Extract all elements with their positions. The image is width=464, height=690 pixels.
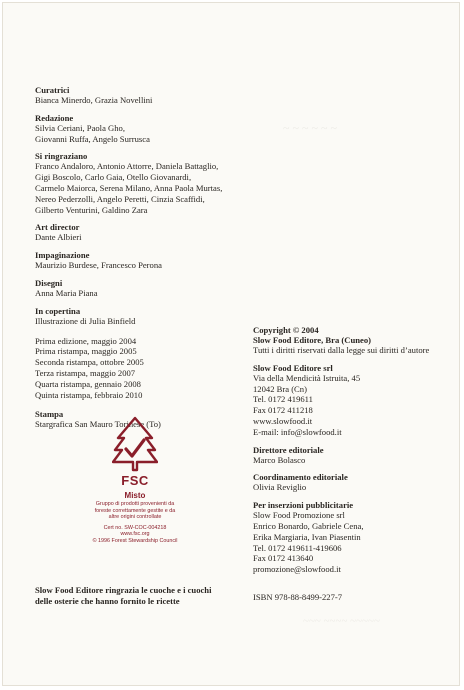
fsc-copyright: © 1996 Forest Stewardship Council (92, 537, 178, 544)
fsc-website: www.fsc.org (120, 531, 150, 538)
fsc-misto-label: Misto (124, 491, 146, 500)
credit-line: Anna Maria Piana (35, 287, 98, 298)
credit-heading: Curatrici (35, 85, 70, 95)
credit-line: Slow Food Promozione srl (253, 510, 345, 521)
fax-line: Fax 0172 411218 (253, 405, 313, 416)
credit-disegni (35, 278, 245, 299)
address-line: 12042 Bra (Cn) (253, 383, 307, 394)
fsc-certification-block (81, 416, 189, 545)
credit-curatrici (35, 85, 245, 106)
copyright-heading: Copyright © 2004 (253, 325, 319, 335)
credit-heading: Direttore editoriale (253, 444, 324, 455)
credit-line: Gilberto Venturini, Galdino Zara (35, 204, 148, 215)
credit-heading: Redazione (35, 112, 74, 123)
email-line: promozione@slowfood.it (253, 564, 341, 575)
phone-line: Tel. 0172 419611 (253, 394, 313, 405)
publisher-column (253, 325, 453, 582)
fsc-footer (81, 525, 189, 545)
direttore-editoriale (253, 445, 453, 466)
credit-line: Giovanni Ruffa, Angelo Surrusca (35, 133, 150, 144)
show-through-logo: ~~~ ~~~~ ~~~~~ (303, 615, 380, 627)
fsc-cert-number: Cert no. SW-COC-004218 (103, 524, 167, 531)
publisher-contact (253, 363, 453, 438)
fsc-tree-checkmark-icon (112, 416, 158, 472)
fsc-logo-text: FSC (121, 473, 149, 488)
credit-line: Erika Margiaria, Ivan Piasentin (253, 531, 361, 542)
credit-heading: Coordinamento editoriale (253, 472, 348, 483)
credit-heading: In copertina (35, 305, 81, 316)
edition-line: Seconda ristampa, ottobre 2005 (35, 357, 144, 368)
credit-line: Gigi Boscolo, Carlo Gaia, Otello Giovanardi, (35, 172, 192, 183)
credit-heading: Per inserzioni pubblicitarie (253, 500, 354, 511)
credits-column (35, 85, 245, 437)
fsc-desc-line: foreste correttamente gestite e da (94, 507, 176, 514)
credit-line: Carmelo Maiorca, Serena Milano, Anna Paola Murtas, (35, 182, 223, 193)
credit-art-director (35, 222, 245, 243)
isbn-number: ISBN 978-88-8499-227-7 (253, 592, 343, 602)
fsc-desc-line: Gruppo di prodotti provenienti da (95, 501, 175, 507)
credit-heading: Art director (35, 222, 80, 233)
credit-ringraziamenti (35, 151, 245, 215)
credit-line: Enrico Bonardo, Gabriele Cena, (253, 520, 364, 531)
credit-heading: Stampa (35, 409, 64, 420)
edition-line: Prima edizione, maggio 2004 (35, 335, 137, 346)
credit-line: Stargrafica San Mauro Torinese (To) (35, 419, 161, 430)
edition-line: Quinta ristampa, febbraio 2010 (35, 389, 143, 400)
publisher-heading: Slow Food Editore srl (253, 362, 333, 373)
credit-redazione (35, 113, 245, 145)
address-line: Via della Mendicità Istruita, 45 (253, 372, 361, 383)
show-through-title: ~ ~ ~ ~ ~ ~ (283, 121, 337, 135)
thanks-note (35, 585, 235, 607)
edition-history (35, 336, 245, 401)
fsc-desc-line: altre origini controllate (108, 514, 162, 521)
credit-line: Silvia Ceriani, Paola Gho, (35, 122, 125, 133)
phone-line: Tel. 0172 419611-419606 (253, 542, 342, 553)
credit-heading: Si ringraziano (35, 151, 88, 162)
coordinamento-editoriale (253, 472, 453, 493)
credit-copertina (35, 306, 245, 327)
inserzioni-pubblicitarie (253, 500, 453, 575)
credit-line: Dante Albieri (35, 232, 82, 243)
website-line: www.slowfood.it (253, 415, 313, 426)
credit-line: Marco Bolasco (253, 454, 306, 465)
copyright-page (2, 2, 460, 686)
credit-line: Illustrazione di Julia Binfield (35, 315, 136, 326)
email-line: E-mail: info@slowfood.it (253, 426, 342, 437)
fsc-description (81, 501, 189, 521)
rights-line: Tutti i diritti riservati dalla legge sui diritti d’autore (253, 345, 430, 355)
fax-line: Fax 0172 413640 (253, 553, 314, 564)
copyright-block (253, 325, 453, 356)
credit-heading: Disegni (35, 277, 63, 288)
credit-line: Bianca Minerdo, Grazia Novellini (35, 95, 153, 105)
edition-line: Quarta ristampa, gennaio 2008 (35, 378, 141, 389)
thanks-line: delle osterie che hanno fornito le ricette (35, 596, 180, 606)
edition-line: Terza ristampa, maggio 2007 (35, 367, 136, 378)
thanks-line: Slow Food Editore ringrazia le cuoche e i cuochi (35, 585, 212, 595)
credit-line: Nereo Pederzolli, Angelo Peretti, Cinzia Scaffidi, (35, 193, 205, 204)
credit-line: Maurizio Burdese, Francesco Perona (35, 260, 162, 271)
credit-line: Olivia Reviglio (253, 482, 307, 493)
publisher-name-heading: Slow Food Editore, Bra (Cuneo) (253, 335, 372, 345)
credit-line: Franco Andaloro, Antonio Attorre, Daniela Battaglio, (35, 161, 219, 172)
credit-heading: Impaginazione (35, 250, 90, 261)
credit-impaginazione (35, 250, 245, 271)
edition-line: Prima ristampa, maggio 2005 (35, 346, 137, 357)
